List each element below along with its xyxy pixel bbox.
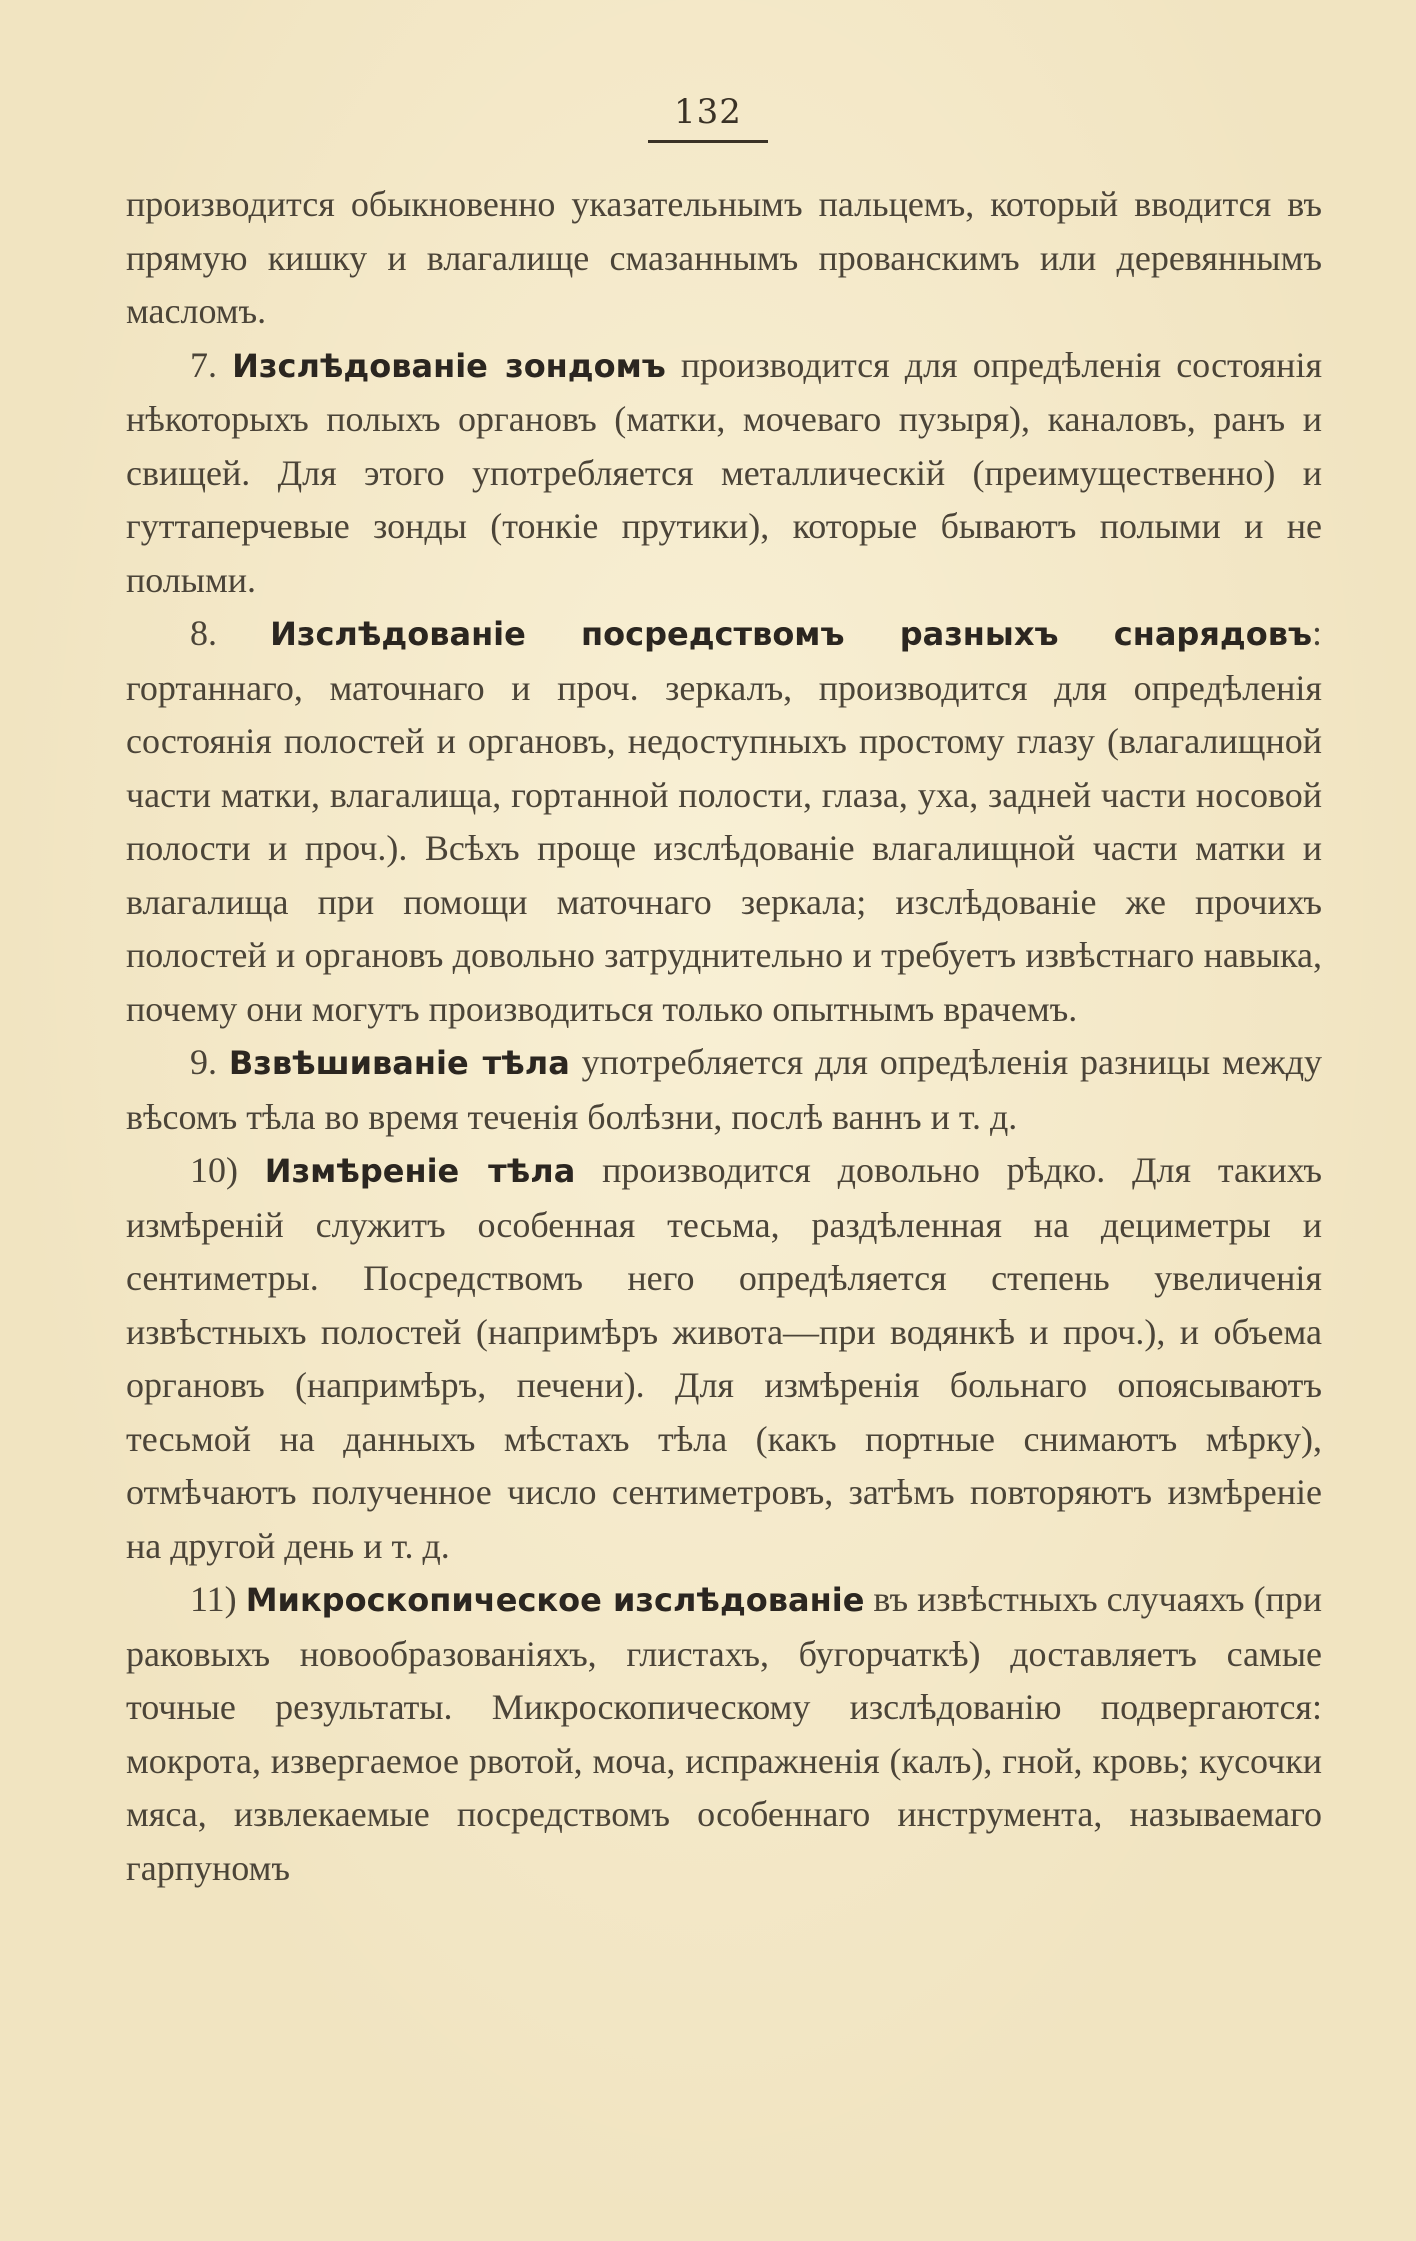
paragraph-continuation: [126, 178, 1322, 339]
paragraph-heading: Измѣреніе тѣла: [264, 1152, 576, 1190]
paragraph-heading: Изслѣдованіе зондомъ: [232, 346, 666, 385]
paragraph-heading: Микроскопическое изслѣдованіе: [245, 1581, 865, 1619]
paragraph-number: 8.: [190, 613, 271, 653]
paragraph-heading: Взвѣшиваніе тѣла: [228, 1044, 570, 1082]
paragraph-10-measuring: [126, 1144, 1322, 1573]
paragraph-text: въ извѣстныхъ случаяхъ (при раковыхъ новообразованіяхъ, глистахъ, бугорчаткѣ) доставляетъ самые точные результаты. Микроскопическому изслѣдованію подвергаются: мокрота, извергаемое рвотой, моча, испражненія (калъ), гной, кровь; кусочки мяса, извлекаемые посредствомъ особеннаго инструмента, называемаго гарпуномъ: [126, 1579, 1323, 1888]
page-body: [126, 178, 1322, 1895]
paragraph-number: 11): [190, 1579, 246, 1619]
paragraph-number: 7.: [190, 344, 233, 385]
paragraph-text: производится обыкновенно указательнымъ пальцемъ, который вводится въ прямую кишку и влагалище смазаннымъ прованскимъ или деревяннымъ масломъ.: [126, 184, 1322, 331]
paragraph-8-instruments: [126, 607, 1322, 1036]
paragraph-text: : гортаннаго, маточнаго и проч. зеркалъ, производится для опредѣленія состоянія полостей и органовъ, недоступныхъ простому глазу (влагалищной части матки, влагалища, гортанной полости, глаза, уха, задней части носовой полости и проч.). Всѣхъ проще изслѣдованіе влагалищной части матки и влагалища при помощи маточнаго зеркала; изслѣдованіе же прочихъ полостей и органовъ довольно затруднительно и требуетъ извѣстнаго навыка, почему они могутъ производиться только опытнымъ врачемъ.: [126, 613, 1323, 1029]
paragraph-text: производится для опредѣленія состоянія нѣкоторыхъ полыхъ органовъ (матки, мочеваго пузыря), каналовъ, ранъ и свищей. Для этого употребляется металлическій (преимущественно) и гуттаперчевые зонды (тонкіе прутики), которые бываютъ полыми и не полыми.: [126, 344, 1323, 600]
paragraph-text: производится довольно рѣдко. Для такихъ измѣреній служитъ особенная тесьма, раздѣленная на дециметры и сентиметры. Посредствомъ него опредѣляется степень увеличенія извѣстныхъ полостей (напримѣръ живота—при водянкѣ и проч.), и объема органовъ (напримѣръ, печени). Для измѣренія больнаго опоясываютъ тесьмой на данныхъ мѣстахъ тѣла (какъ портные снимаютъ мѣрку), отмѣчаютъ полученное число сентиметровъ, затѣмъ повторяютъ измѣреніе на другой день и т. д.: [126, 1150, 1322, 1566]
page-header: [0, 92, 1416, 143]
paragraph-9-weighing: [126, 1036, 1322, 1144]
paragraph-text: употребляется для опредѣленія разницы между вѣсомъ тѣла во время теченія болѣзни, послѣ ваннъ и т. д.: [126, 1042, 1323, 1137]
paragraph-7-sounding: [126, 339, 1322, 608]
paragraph-heading: Изслѣдованіе посредствомъ разныхъ снарядовъ: [270, 615, 1312, 653]
paragraph-number: 10): [190, 1150, 265, 1190]
paragraph-number: 9.: [190, 1042, 229, 1082]
page-number: 132: [648, 92, 768, 143]
paragraph-11-microscopy: [126, 1573, 1322, 1895]
